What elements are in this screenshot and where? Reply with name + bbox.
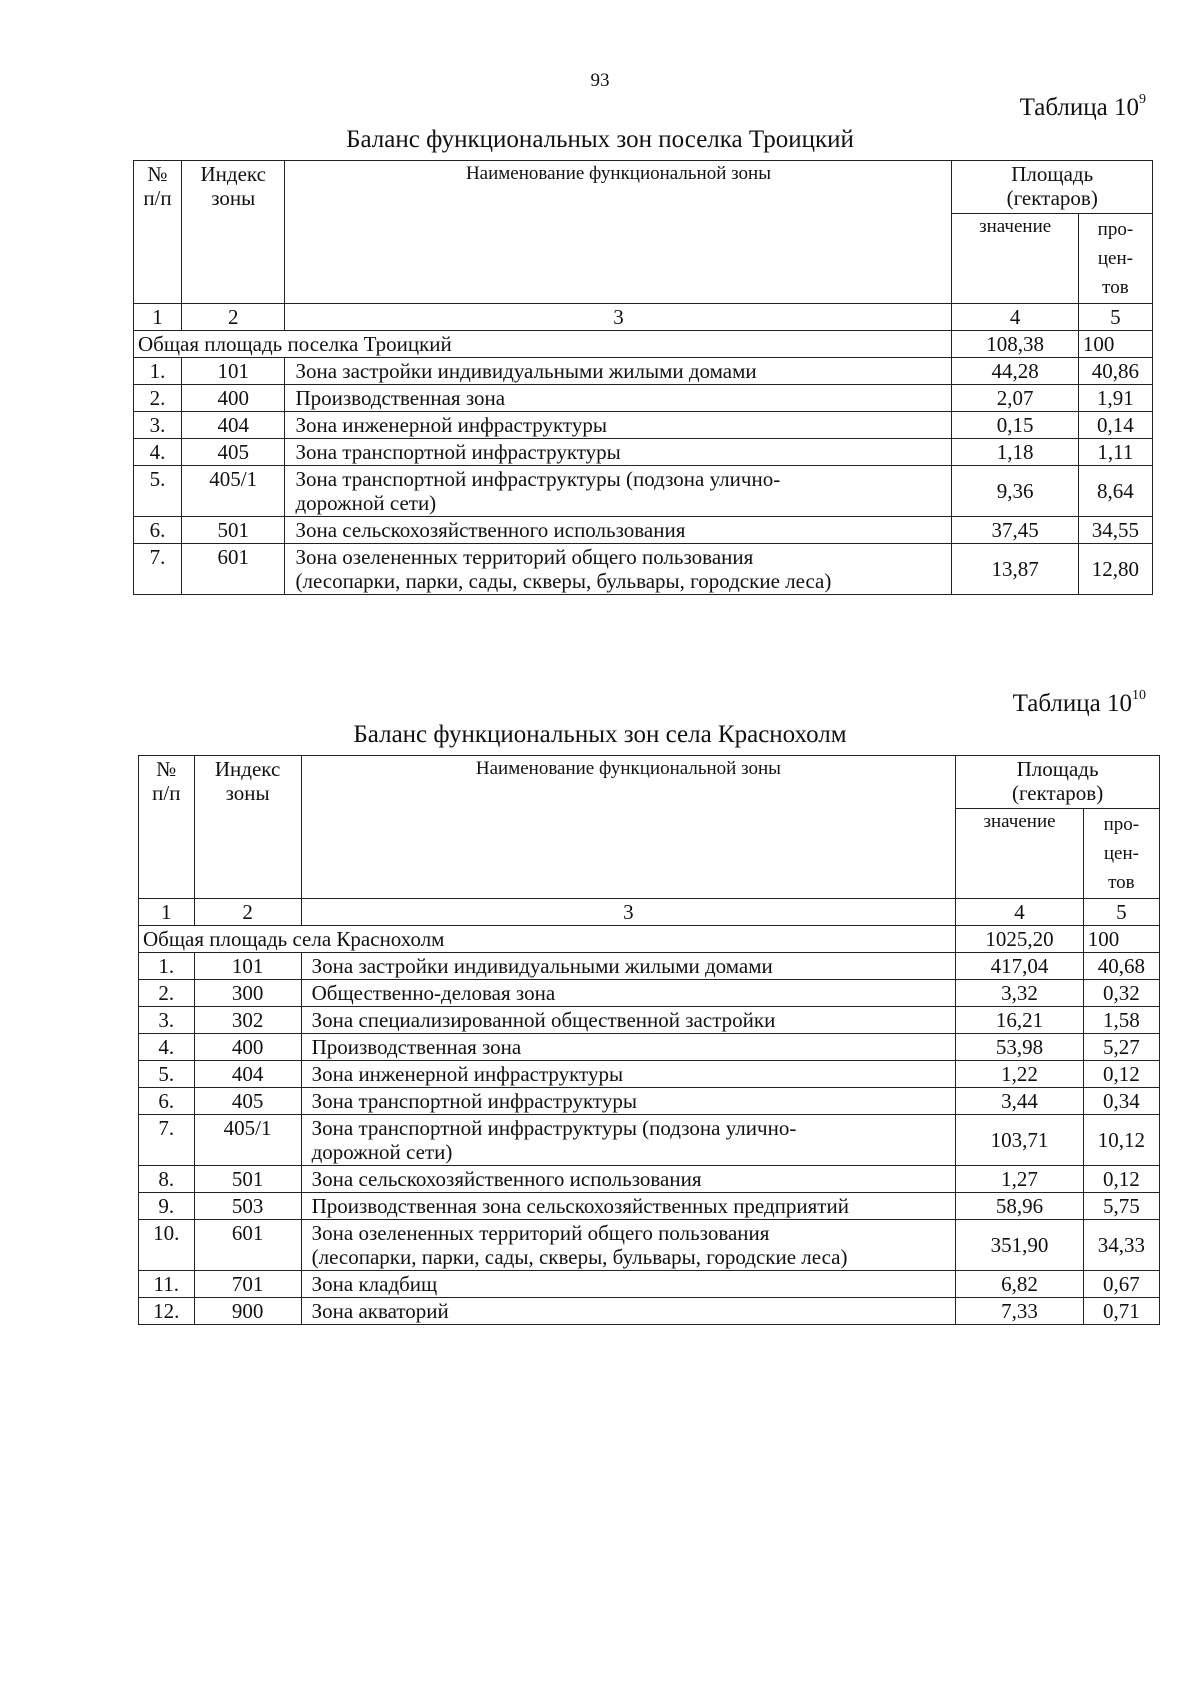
total-value: 1025,20 xyxy=(956,926,1084,953)
total-row xyxy=(134,331,1153,358)
area-value: 2,07 xyxy=(952,385,1078,412)
total-value: 108,38 xyxy=(952,331,1078,358)
header-num-line2: п/п xyxy=(143,186,172,210)
zone-name xyxy=(285,517,952,544)
area-percent: 0,14 xyxy=(1078,412,1152,439)
area-value: 3,44 xyxy=(956,1088,1084,1115)
header-percent xyxy=(1083,809,1159,899)
area-value: 16,21 xyxy=(956,1007,1084,1034)
table-caption-superscript: 10 xyxy=(1132,688,1146,703)
area-percent: 0,32 xyxy=(1083,980,1159,1007)
row-number: 4. xyxy=(139,1034,195,1061)
table-row xyxy=(139,1061,1160,1088)
table-row xyxy=(134,544,1153,595)
zone-index: 501 xyxy=(181,517,285,544)
column-number-row xyxy=(134,304,1153,331)
row-number: 1. xyxy=(134,358,182,385)
row-number: 3. xyxy=(134,412,182,439)
area-percent: 0,12 xyxy=(1083,1061,1159,1088)
header-name: Наименование функциональной зоны xyxy=(301,756,956,899)
zone-name xyxy=(301,1115,956,1166)
header-index-line1: Индекс xyxy=(200,162,266,186)
zone-name-line: Зона сельскохозяйственного использования xyxy=(311,1167,702,1191)
header-percent-line2: цен- xyxy=(1103,843,1139,864)
table-row xyxy=(134,358,1153,385)
row-number: 3. xyxy=(139,1007,195,1034)
area-value: 351,90 xyxy=(956,1220,1084,1271)
balance-table-body xyxy=(134,161,1153,595)
table-row xyxy=(139,1271,1160,1298)
table-caption-text: Таблица 10 xyxy=(1019,94,1139,121)
header-value: значение xyxy=(952,214,1078,304)
table-row xyxy=(139,1007,1160,1034)
table-row xyxy=(139,1193,1160,1220)
column-number: 1 xyxy=(134,304,182,331)
zone-index: 101 xyxy=(181,358,285,385)
area-percent: 5,27 xyxy=(1083,1034,1159,1061)
header-row xyxy=(134,161,1153,214)
zone-name-line: Зона инженерной инфраструктуры xyxy=(295,413,607,437)
zone-index: 302 xyxy=(194,1007,301,1034)
header-area-line1: Площадь xyxy=(1016,757,1099,781)
area-value: 1,18 xyxy=(952,439,1078,466)
zone-name-line: Зона застройки индивидуальными жилыми домами xyxy=(311,954,773,978)
zone-name xyxy=(301,1298,956,1325)
header-index xyxy=(181,161,285,304)
area-value: 7,33 xyxy=(956,1298,1084,1325)
table-row xyxy=(139,1088,1160,1115)
total-label: Общая площадь села Краснохолм xyxy=(139,926,956,953)
total-percent: 100 xyxy=(1083,926,1159,953)
zone-name-line: Зона транспортной инфраструктуры xyxy=(295,440,621,464)
zone-name-line: Зона кладбищ xyxy=(311,1272,438,1296)
area-value: 44,28 xyxy=(952,358,1078,385)
zone-index: 400 xyxy=(181,385,285,412)
zone-name xyxy=(285,466,952,517)
row-number: 4. xyxy=(134,439,182,466)
zone-name-line: дорожной сети) xyxy=(295,491,437,515)
zone-name-line: Зона озелененных территорий общего пользования xyxy=(295,545,754,569)
area-percent: 0,34 xyxy=(1083,1088,1159,1115)
column-number: 3 xyxy=(301,899,956,926)
zone-name xyxy=(301,1220,956,1271)
area-value: 103,71 xyxy=(956,1115,1084,1166)
zone-name-line: Зона транспортной инфраструктуры (подзона улично- xyxy=(295,467,781,491)
zone-index: 404 xyxy=(181,412,285,439)
area-value: 13,87 xyxy=(952,544,1078,595)
table-row xyxy=(139,1298,1160,1325)
zone-index: 405/1 xyxy=(181,466,285,517)
header-percent-line3: тов xyxy=(1108,872,1135,893)
column-number: 4 xyxy=(956,899,1084,926)
row-number: 7. xyxy=(139,1115,195,1166)
area-percent: 40,68 xyxy=(1083,953,1159,980)
area-value: 53,98 xyxy=(956,1034,1084,1061)
column-number: 4 xyxy=(952,304,1078,331)
zone-index: 900 xyxy=(194,1298,301,1325)
zone-name-line: Зона транспортной инфраструктуры (подзона улично- xyxy=(311,1116,797,1140)
row-number: 5. xyxy=(139,1061,195,1088)
page-number: 93 xyxy=(590,70,610,91)
zone-index: 101 xyxy=(194,953,301,980)
area-value: 0,15 xyxy=(952,412,1078,439)
table-row xyxy=(139,1220,1160,1271)
zone-index: 503 xyxy=(194,1193,301,1220)
balance-table-1 xyxy=(133,160,1153,595)
zone-name-line: (лесопарки, парки, сады, скверы, бульвары, городские леса) xyxy=(295,569,832,593)
zone-index: 405/1 xyxy=(194,1115,301,1166)
column-number: 5 xyxy=(1078,304,1152,331)
header-index xyxy=(194,756,301,899)
zone-name-line: Общественно-деловая зона xyxy=(311,981,556,1005)
header-num-line2: п/п xyxy=(152,781,181,805)
row-number: 2. xyxy=(139,980,195,1007)
table-title-2: Баланс функциональных зон села Краснохолм xyxy=(353,721,847,748)
row-number: 7. xyxy=(134,544,182,595)
zone-index: 601 xyxy=(181,544,285,595)
header-index-line1: Индекс xyxy=(214,757,281,781)
header-index-line2: зоны xyxy=(225,781,270,805)
zone-name xyxy=(301,1193,956,1220)
header-percent-line1: про- xyxy=(1097,219,1134,240)
area-value: 37,45 xyxy=(952,517,1078,544)
table-row xyxy=(134,412,1153,439)
total-row xyxy=(139,926,1160,953)
area-value: 58,96 xyxy=(956,1193,1084,1220)
header-area-line2: (гектаров) xyxy=(1011,781,1104,805)
area-value: 1,27 xyxy=(956,1166,1084,1193)
header-area xyxy=(956,756,1160,809)
zone-index: 701 xyxy=(194,1271,301,1298)
area-percent: 34,55 xyxy=(1078,517,1152,544)
row-number: 1. xyxy=(139,953,195,980)
zone-name-line: дорожной сети) xyxy=(311,1140,453,1164)
table-row xyxy=(139,1166,1160,1193)
header-num-line1: № xyxy=(156,757,177,781)
area-value: 9,36 xyxy=(952,466,1078,517)
zone-name-line: Производственная зона xyxy=(295,386,506,410)
table-row xyxy=(139,1115,1160,1166)
row-number: 6. xyxy=(139,1088,195,1115)
column-number: 1 xyxy=(139,899,195,926)
header-value: значение xyxy=(956,809,1084,899)
header-index-line2: зоны xyxy=(211,186,256,210)
zone-name xyxy=(301,1034,956,1061)
row-number: 11. xyxy=(139,1271,195,1298)
row-number: 8. xyxy=(139,1166,195,1193)
zone-name-line: Зона инженерной инфраструктуры xyxy=(311,1062,624,1086)
header-name: Наименование функциональной зоны xyxy=(285,161,952,304)
zone-name xyxy=(285,385,952,412)
table-row xyxy=(139,953,1160,980)
column-number: 2 xyxy=(181,304,285,331)
header-num-line1: № xyxy=(147,162,168,186)
header-percent-line1: про- xyxy=(1103,814,1140,835)
area-percent: 1,58 xyxy=(1083,1007,1159,1034)
area-percent: 5,75 xyxy=(1083,1193,1159,1220)
row-number: 6. xyxy=(134,517,182,544)
column-number: 2 xyxy=(194,899,301,926)
total-label: Общая площадь поселка Троицкий xyxy=(134,331,952,358)
zone-name-line: Зона акваторий xyxy=(311,1299,449,1323)
zone-name-line: Производственная зона сельскохозяйственных предприятий xyxy=(311,1194,849,1218)
row-number: 12. xyxy=(139,1298,195,1325)
table-row xyxy=(134,439,1153,466)
row-number: 5. xyxy=(134,466,182,517)
table-row xyxy=(139,1034,1160,1061)
zone-name-line: Зона озелененных территорий общего пользования xyxy=(311,1221,770,1245)
header-num xyxy=(134,161,182,304)
row-number: 10. xyxy=(139,1220,195,1271)
zone-name xyxy=(301,1007,956,1034)
table-caption-1 xyxy=(1020,94,1146,122)
table-caption-2 xyxy=(1013,690,1146,718)
area-percent: 1,91 xyxy=(1078,385,1152,412)
zone-index: 404 xyxy=(194,1061,301,1088)
column-number-row xyxy=(139,899,1160,926)
total-percent: 100 xyxy=(1078,331,1152,358)
area-percent: 8,64 xyxy=(1078,466,1152,517)
column-number: 3 xyxy=(285,304,952,331)
area-percent: 10,12 xyxy=(1083,1115,1159,1166)
area-value: 6,82 xyxy=(956,1271,1084,1298)
header-percent-line3: тов xyxy=(1102,277,1129,298)
header-percent-line2: цен- xyxy=(1097,248,1133,269)
area-percent: 12,80 xyxy=(1078,544,1152,595)
table-caption-text: Таблица 10 xyxy=(1012,690,1132,717)
zone-index: 405 xyxy=(194,1088,301,1115)
table-row xyxy=(134,466,1153,517)
zone-name xyxy=(285,358,952,385)
zone-index: 300 xyxy=(194,980,301,1007)
zone-name-line: Зона транспортной инфраструктуры xyxy=(311,1089,637,1113)
balance-table-2 xyxy=(138,755,1160,1325)
table-caption-superscript: 9 xyxy=(1139,92,1146,107)
header-area xyxy=(952,161,1153,214)
area-percent: 1,11 xyxy=(1078,439,1152,466)
area-value: 417,04 xyxy=(956,953,1084,980)
zone-name-line: Производственная зона xyxy=(311,1035,522,1059)
header-row xyxy=(139,756,1160,809)
row-number: 9. xyxy=(139,1193,195,1220)
area-value: 1,22 xyxy=(956,1061,1084,1088)
zone-index: 501 xyxy=(194,1166,301,1193)
zone-name xyxy=(301,953,956,980)
area-percent: 34,33 xyxy=(1083,1220,1159,1271)
zone-index: 405 xyxy=(181,439,285,466)
row-number: 2. xyxy=(134,385,182,412)
column-number: 5 xyxy=(1083,899,1159,926)
header-area-line2: (гектаров) xyxy=(1006,186,1098,210)
area-value: 3,32 xyxy=(956,980,1084,1007)
header-area-line1: Площадь xyxy=(1011,162,1094,186)
zone-name xyxy=(285,544,952,595)
zone-name xyxy=(301,980,956,1007)
area-percent: 0,71 xyxy=(1083,1298,1159,1325)
zone-name xyxy=(301,1061,956,1088)
header-num xyxy=(139,756,195,899)
table-title-1: Баланс функциональных зон поселка Троицкий xyxy=(346,126,854,153)
zone-name xyxy=(301,1166,956,1193)
balance-table-body xyxy=(139,756,1160,1325)
zone-name xyxy=(301,1088,956,1115)
zone-name xyxy=(285,412,952,439)
zone-index: 601 xyxy=(194,1220,301,1271)
area-percent: 0,67 xyxy=(1083,1271,1159,1298)
zone-name xyxy=(301,1271,956,1298)
table-row xyxy=(134,517,1153,544)
zone-name-line: (лесопарки, парки, сады, скверы, бульвары, городские леса) xyxy=(311,1245,848,1269)
table-row xyxy=(139,980,1160,1007)
area-percent: 0,12 xyxy=(1083,1166,1159,1193)
zone-name-line: Зона специализированной общественной застройки xyxy=(311,1008,776,1032)
header-percent xyxy=(1078,214,1152,304)
zone-name xyxy=(285,439,952,466)
zone-name-line: Зона сельскохозяйственного использования xyxy=(295,518,686,542)
zone-index: 400 xyxy=(194,1034,301,1061)
area-percent: 40,86 xyxy=(1078,358,1152,385)
table-row xyxy=(134,385,1153,412)
zone-name-line: Зона застройки индивидуальными жилыми домами xyxy=(295,359,757,383)
